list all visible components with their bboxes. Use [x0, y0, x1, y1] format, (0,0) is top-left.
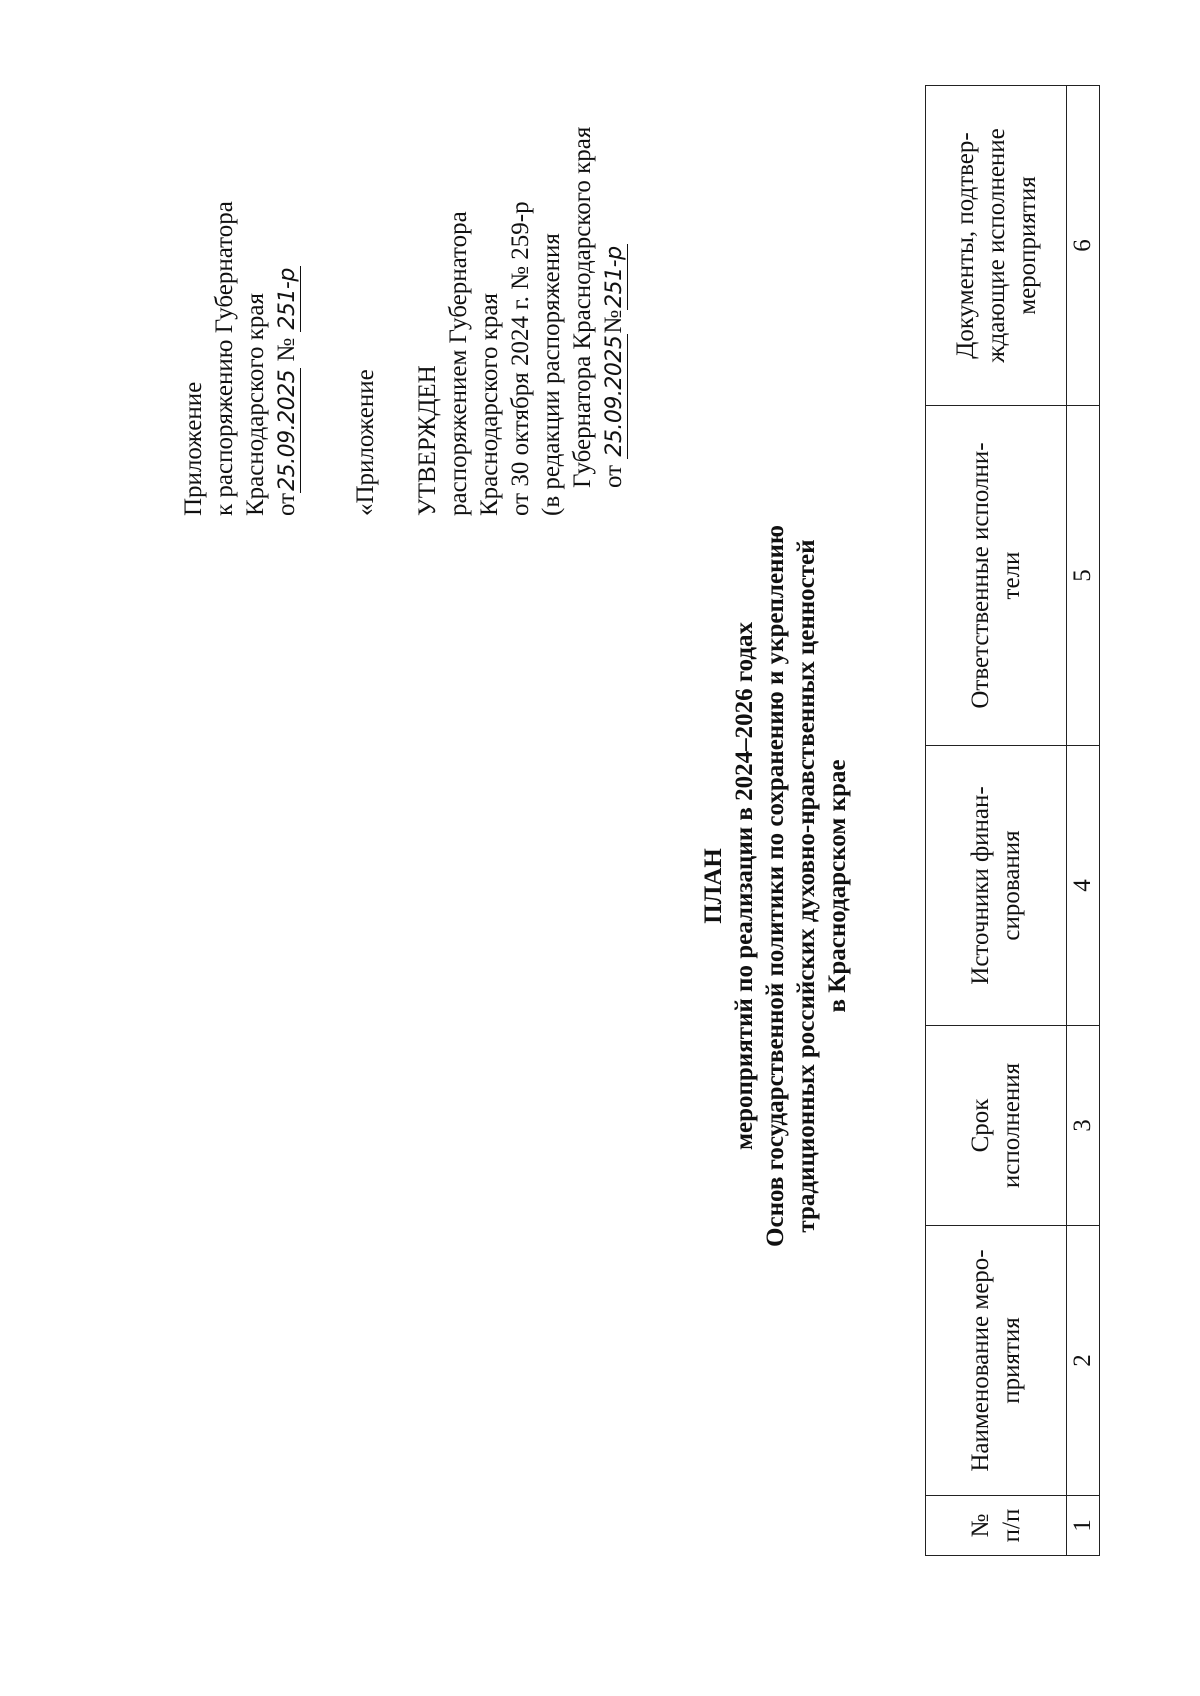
approval-block	[412, 127, 630, 516]
column-header-responsible: Ответственные исполни- тели	[926, 406, 1067, 746]
column-header-documents: Документы, подтвер- ждающие исполнение мероприятия	[926, 86, 1067, 406]
title-heading: ПЛАН	[700, 848, 727, 924]
column-header-funding: Источники финан- сирования	[926, 746, 1067, 1026]
title-line: Основ государственной политики по сохранению и укреплению	[762, 525, 789, 1247]
approval-line: от 30 октября 2024 г. № 259-р	[507, 201, 534, 516]
column-number-cell: 5	[1067, 406, 1100, 746]
document-title	[698, 296, 853, 1476]
handwritten-number: 251-р	[602, 246, 627, 308]
title-line: в Краснодарском крае	[824, 759, 851, 1013]
approval-line: распоряжением Губернатора	[445, 211, 472, 516]
number-prefix: №	[600, 309, 627, 334]
appendix-date-line	[271, 201, 303, 516]
prelude-label: «Приложение	[352, 369, 379, 516]
appendix-line: Приложение	[180, 381, 207, 516]
approval-line: (в редакции распоряжения	[538, 233, 565, 516]
column-number-cell: 4	[1067, 746, 1100, 1026]
handwritten-date: 25.09.2025	[602, 335, 627, 457]
column-number-cell: 3	[1067, 1026, 1100, 1226]
column-header-deadline: Срок исполнения	[926, 1026, 1067, 1226]
plan-table	[925, 85, 1100, 1556]
table-numbering-row	[1067, 86, 1100, 1556]
column-number-cell: 2	[1067, 1226, 1100, 1496]
column-number-cell: 1	[1067, 1496, 1100, 1556]
date-prefix: от	[600, 464, 627, 488]
number-prefix: №	[273, 337, 300, 362]
approval-date-line	[598, 127, 630, 516]
approval-line: УТВЕРЖДЕН	[414, 365, 441, 516]
table-header-row	[926, 86, 1067, 1556]
column-number-cell: 6	[1067, 86, 1100, 406]
approval-line: Краснодарского края	[476, 293, 503, 516]
column-header-number: № п/п	[926, 1496, 1067, 1556]
handwritten-date: 25.09.2025	[275, 369, 300, 491]
title-line: традиционных российских духовно-нравственных ценностей	[793, 539, 820, 1233]
appendix-line: Краснодарского края	[242, 293, 269, 516]
column-header-event-name: Наименование меро- приятия	[926, 1226, 1067, 1496]
date-prefix: от	[273, 492, 300, 516]
approval-line: Губернатора Краснодарского края	[569, 126, 596, 488]
handwritten-number: 251-р	[275, 268, 300, 330]
appendix-line: к распоряжению Губернатора	[211, 201, 238, 516]
title-line: мероприятий по реализации в 2024–2026 годах	[731, 621, 758, 1151]
appendix-header	[178, 201, 303, 516]
